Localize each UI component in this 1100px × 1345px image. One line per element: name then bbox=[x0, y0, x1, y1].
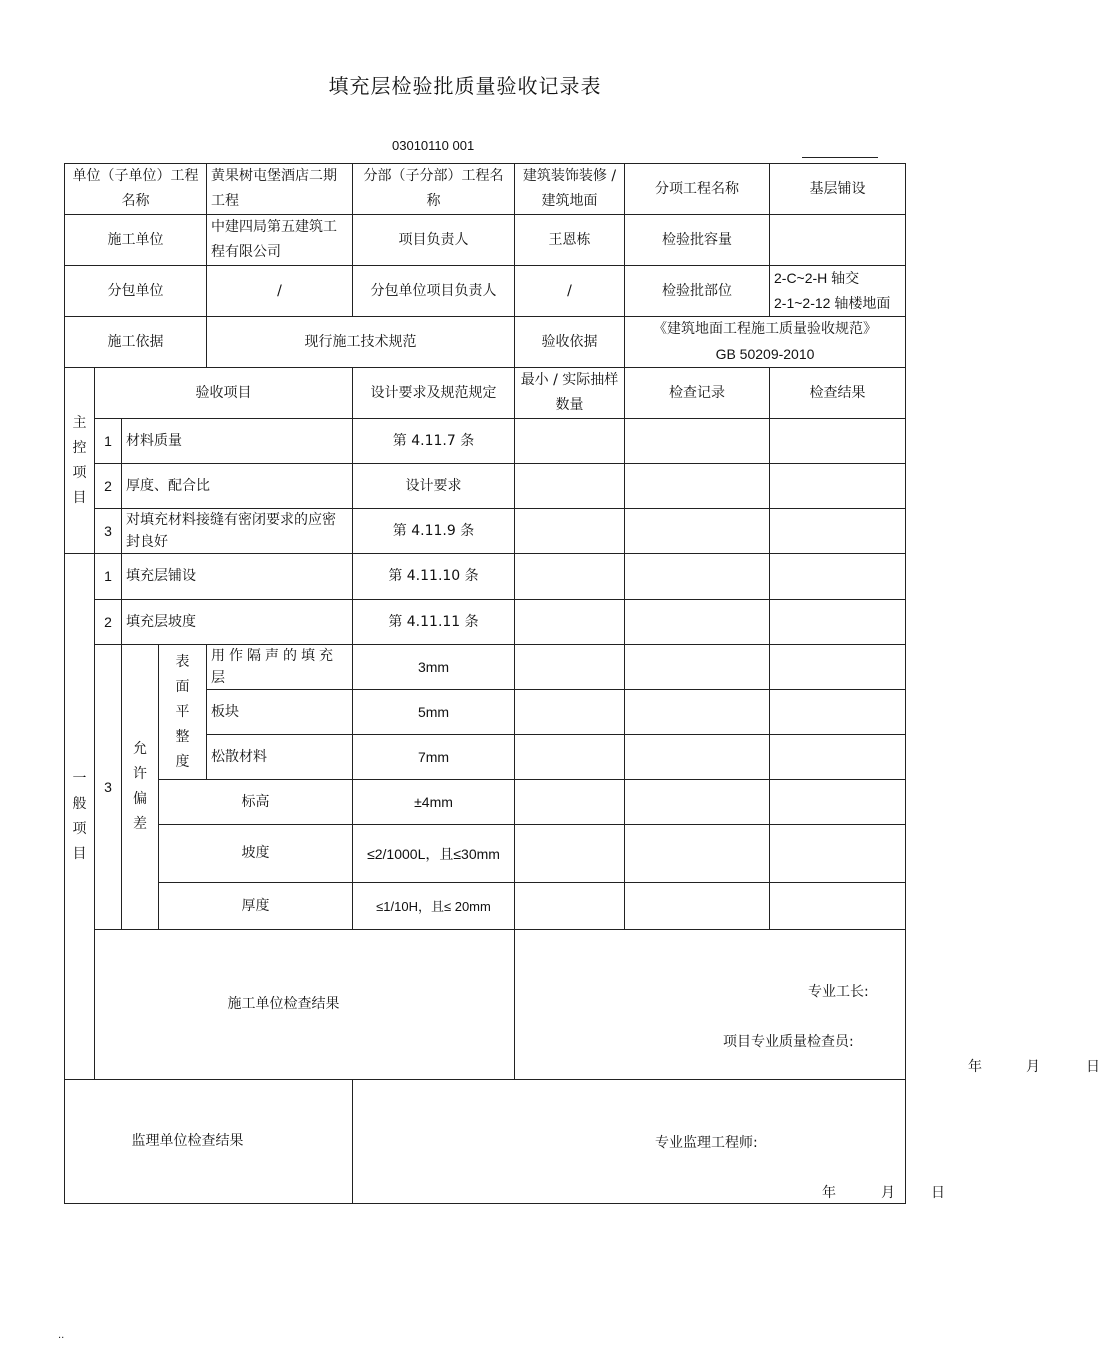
location-line2: 2-1~2-12 轴楼地面 bbox=[774, 295, 891, 311]
flatness-value: 5mm bbox=[353, 690, 515, 735]
record-cell[interactable] bbox=[625, 735, 770, 780]
date-day: 日 bbox=[931, 1185, 945, 1201]
row-design: 第 4.11.9 条 bbox=[353, 509, 515, 554]
flatness-name: 板块 bbox=[207, 690, 353, 735]
record-cell[interactable] bbox=[625, 883, 770, 930]
col-record: 检查记录 bbox=[625, 368, 770, 419]
result-cell[interactable] bbox=[770, 883, 906, 930]
supervisor-check-area[interactable] bbox=[353, 1080, 945, 1204]
row-name: 填充层坡度 bbox=[122, 600, 353, 645]
row-design: 设计要求 bbox=[353, 464, 515, 509]
flatness-value: 7mm bbox=[353, 735, 515, 780]
capacity-label: 检验批容量 bbox=[625, 215, 770, 266]
sample-cell[interactable] bbox=[515, 419, 625, 464]
row-no: 1 bbox=[95, 554, 122, 600]
unit-label: 单位（子单位）工程名称 bbox=[65, 164, 207, 215]
col-item: 验收项目 bbox=[95, 368, 353, 419]
sample-cell[interactable] bbox=[515, 883, 625, 930]
item-label: 分项工程名称 bbox=[625, 164, 770, 215]
col-result: 检查结果 bbox=[770, 368, 906, 419]
table-row bbox=[65, 509, 906, 554]
record-cell[interactable] bbox=[625, 825, 770, 883]
sample-cell[interactable] bbox=[515, 645, 625, 690]
sample-cell[interactable] bbox=[515, 600, 625, 645]
row-name: 材料质量 bbox=[122, 419, 353, 464]
sample-cell[interactable] bbox=[515, 554, 625, 600]
result-cell[interactable] bbox=[770, 645, 906, 690]
unit-value: 黄果树屯堡酒店二期工程 bbox=[207, 164, 353, 215]
record-cell[interactable] bbox=[625, 464, 770, 509]
row-no: 3 bbox=[95, 509, 122, 554]
thickness-value: ≤1/10H，且≤ 20mm bbox=[353, 883, 515, 930]
row-name: 填充层铺设 bbox=[122, 554, 353, 600]
location-value bbox=[770, 266, 906, 317]
table-row bbox=[65, 464, 906, 509]
form-code: 03010110 001 bbox=[392, 138, 475, 153]
result-cell[interactable] bbox=[770, 554, 906, 600]
sub-value: / bbox=[207, 266, 353, 317]
contractor-value: 中建四局第五建筑工程有限公司 bbox=[207, 215, 353, 266]
division-value: 建筑装饰装修 / 建筑地面 bbox=[515, 164, 625, 215]
row-design: 第 4.11.11 条 bbox=[353, 600, 515, 645]
contractor-check-label: 施工单位检查结果 bbox=[95, 930, 515, 1080]
flatness-label: 表 面 平 整 度 bbox=[159, 645, 207, 780]
item-value: 基层铺设 bbox=[770, 164, 906, 215]
row-design: 第 4.11.7 条 bbox=[353, 419, 515, 464]
thickness-name: 厚度 bbox=[159, 883, 353, 930]
record-cell[interactable] bbox=[625, 509, 770, 554]
deviation-label: 允 许 偏 差 bbox=[122, 645, 159, 930]
sub-pm-label: 分包单位项目负责人 bbox=[353, 266, 515, 317]
inspector-label: 项目专业质量检查员: bbox=[723, 1034, 854, 1050]
contractor-label: 施工单位 bbox=[65, 215, 207, 266]
basis-label: 施工依据 bbox=[65, 317, 207, 368]
flatness-name: 松散材料 bbox=[207, 735, 353, 780]
table-row bbox=[65, 600, 906, 645]
sample-cell[interactable] bbox=[515, 735, 625, 780]
result-cell[interactable] bbox=[770, 690, 906, 735]
date-day: 日 bbox=[1086, 1059, 1100, 1075]
sub-label: 分包单位 bbox=[65, 266, 207, 317]
table-row bbox=[65, 645, 906, 690]
code-underline bbox=[802, 157, 878, 158]
record-cell[interactable] bbox=[625, 600, 770, 645]
pm-label: 项目负责人 bbox=[353, 215, 515, 266]
row-no: 3 bbox=[95, 645, 122, 930]
sample-cell[interactable] bbox=[515, 780, 625, 825]
elevation-value: ±4mm bbox=[353, 780, 515, 825]
record-cell[interactable] bbox=[625, 554, 770, 600]
acceptance-value bbox=[625, 317, 906, 368]
row-design: 第 4.11.10 条 bbox=[353, 554, 515, 600]
slope-name: 坡度 bbox=[159, 825, 353, 883]
row-no: 2 bbox=[95, 600, 122, 645]
row-no: 2 bbox=[95, 464, 122, 509]
date-year: 年 bbox=[968, 1059, 982, 1075]
acceptance-label: 验收依据 bbox=[515, 317, 625, 368]
main-control-label: 主 控 项 目 bbox=[65, 368, 95, 554]
result-cell[interactable] bbox=[770, 419, 906, 464]
result-cell[interactable] bbox=[770, 464, 906, 509]
result-cell[interactable] bbox=[770, 825, 906, 883]
record-cell[interactable] bbox=[625, 690, 770, 735]
sample-cell[interactable] bbox=[515, 690, 625, 735]
basis-value: 现行施工技术规范 bbox=[207, 317, 515, 368]
foreman-label: 专业工长: bbox=[808, 984, 869, 1000]
acceptance-line2: GB 50209-2010 bbox=[715, 346, 815, 362]
division-label: 分部（子分部）工程名称 bbox=[353, 164, 515, 215]
location-line1: 2-C~2-H 轴交 bbox=[774, 270, 860, 286]
flatness-name: 用作隔声的填充层 bbox=[207, 645, 353, 690]
table-row bbox=[65, 419, 906, 464]
sample-cell[interactable] bbox=[515, 509, 625, 554]
col-design: 设计要求及规范规定 bbox=[353, 368, 515, 419]
location-label: 检验批部位 bbox=[625, 266, 770, 317]
table-row bbox=[65, 780, 906, 825]
engineer-label: 专业监理工程师: bbox=[655, 1135, 758, 1151]
result-cell[interactable] bbox=[770, 509, 906, 554]
footer-dots: .. bbox=[58, 1330, 65, 1341]
date-year: 年 bbox=[822, 1185, 836, 1201]
result-cell[interactable] bbox=[770, 735, 906, 780]
sub-pm-value: / bbox=[515, 266, 625, 317]
result-cell[interactable] bbox=[770, 780, 906, 825]
page-title: 填充层检验批质量验收记录表 bbox=[328, 74, 602, 98]
table-row bbox=[65, 554, 906, 600]
result-cell[interactable] bbox=[770, 600, 906, 645]
contractor-check-area[interactable] bbox=[515, 930, 1100, 1080]
sample-cell[interactable] bbox=[515, 825, 625, 883]
acceptance-line1: 《建筑地面工程施工质量验收规范》 bbox=[653, 321, 877, 337]
inspection-form-table bbox=[64, 163, 1100, 1204]
record-cell[interactable] bbox=[625, 419, 770, 464]
col-sample: 最小 / 实际抽样数量 bbox=[515, 368, 625, 419]
row-name: 对填充材料接缝有密闭要求的应密封良好 bbox=[122, 509, 353, 554]
capacity-value bbox=[770, 215, 906, 266]
supervisor-check-label: 监理单位检查结果 bbox=[65, 1080, 353, 1204]
row-no: 1 bbox=[95, 419, 122, 464]
record-cell[interactable] bbox=[625, 645, 770, 690]
table-row bbox=[65, 825, 906, 883]
sample-cell[interactable] bbox=[515, 464, 625, 509]
pm-value: 王恩栋 bbox=[515, 215, 625, 266]
flatness-value: 3mm bbox=[353, 645, 515, 690]
record-cell[interactable] bbox=[625, 780, 770, 825]
general-label: 一 般 项 目 bbox=[65, 554, 95, 1080]
row-name: 厚度、配合比 bbox=[122, 464, 353, 509]
date-month: 月 bbox=[1026, 1059, 1040, 1075]
slope-value: ≤2/1000L，且≤30mm bbox=[353, 825, 515, 883]
table-row bbox=[65, 883, 906, 930]
date-month: 月 bbox=[881, 1185, 895, 1201]
elevation-name: 标高 bbox=[159, 780, 353, 825]
